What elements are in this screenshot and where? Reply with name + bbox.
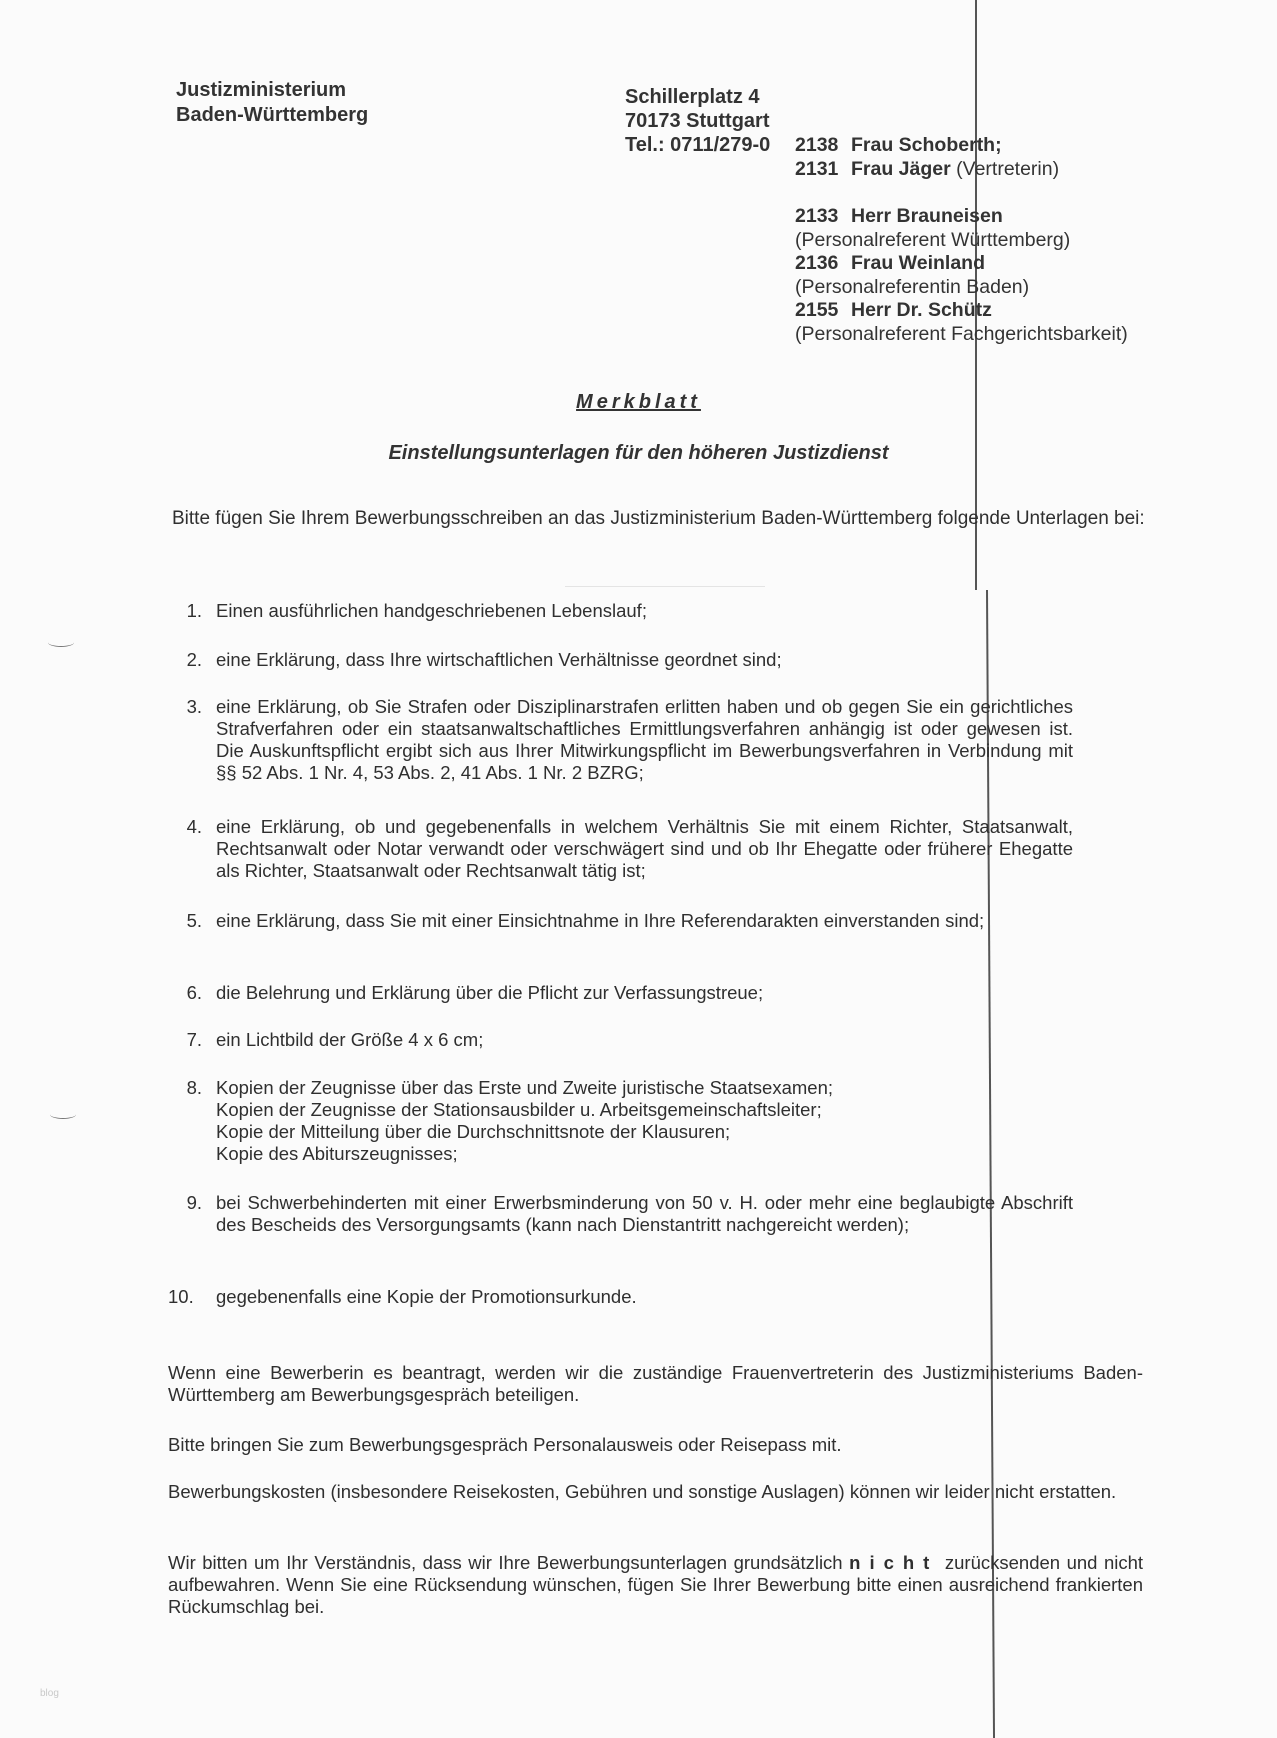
contact-row xyxy=(795,205,1128,229)
list-item-text: Einen ausführlichen handgeschriebenen Lebenslauf; xyxy=(216,600,647,621)
sender-block xyxy=(176,78,368,128)
list-item-text: Kopie des Abiturszeugnisses; xyxy=(216,1143,458,1164)
list-item-text: eine Erklärung, dass Ihre wirtschaftlichen Verhältnisse geordnet sind; xyxy=(216,649,782,670)
list-item-text: Kopien der Zeugnisse über das Erste und Zweite juristische Staatsexamen; xyxy=(216,1077,833,1098)
list-item-number: 7. xyxy=(186,1029,202,1050)
paragraph-ausweis: Bitte bringen Sie zum Bewerbungsgespräch Personalausweis oder Reisepass mit. xyxy=(168,1434,842,1455)
list-item-number: 4. xyxy=(186,816,202,837)
contact-list xyxy=(795,134,1128,346)
list-item-number: 8. xyxy=(186,1077,202,1098)
contact-extension: 2155 xyxy=(795,299,839,321)
list-item-text: ein Lichtbild der Größe 4 x 6 cm; xyxy=(216,1029,484,1050)
scan-streak xyxy=(565,586,765,587)
contact-name: Herr Brauneisen xyxy=(851,205,1003,227)
emphasis-nicht: nicht xyxy=(849,1552,939,1573)
contact-role: (Personalreferentin Baden) xyxy=(795,275,1030,298)
paragraph-frauenvertreterin: Wenn eine Bewerberin es beantragt, werden wir die zuständige Frauenvertreterin des Justizministeriums Baden-Württemberg am Bewerbungsgespräch beteiligen. xyxy=(168,1362,1143,1405)
document-subtitle: Einstellungsunterlagen für den höheren Justizdienst xyxy=(388,442,889,464)
list-item xyxy=(168,816,1073,882)
contact-extension: 2133 xyxy=(795,205,839,227)
list-item-text: eine Erklärung, dass Sie mit einer Einsichtnahme in Ihre Referendarakten einverstanden sind; xyxy=(216,910,985,931)
list-item-text: eine Erklärung, ob und gegebenenfalls in welchem Verhältnis Sie mit einem Richter, Staatsanwalt, Rechtsanwalt oder Notar verwandt oder verschwägert sind und ob Ihr Ehegatte oder früherer Ehegatte als Richter, Staatsanwalt oder Rechtsanwalt tätig ist; xyxy=(216,816,1073,881)
address-street: Schillerplatz 4 xyxy=(625,86,760,108)
address-phone: Tel.: 0711/279-0 xyxy=(625,134,771,156)
list-item xyxy=(168,600,1073,622)
list-item xyxy=(168,982,1073,1004)
contact-row xyxy=(795,158,1128,182)
list-item xyxy=(168,1192,1073,1236)
contact-row xyxy=(795,299,1128,323)
contact-role: (Vertreterin) xyxy=(956,157,1060,180)
list-item-number: 9. xyxy=(186,1192,202,1213)
sender-line-2: Baden-Württemberg xyxy=(176,104,369,126)
contact-row xyxy=(795,134,1128,158)
list-item-number: 3. xyxy=(186,696,202,717)
footer-mark: blog xyxy=(40,1688,59,1699)
contact-name: Herr Dr. Schütz xyxy=(851,299,992,321)
list-item-number: 6. xyxy=(186,982,202,1003)
paragraph-kosten: Bewerbungskosten (insbesondere Reisekosten, Gebühren und sonstige Auslagen) können wir leider nicht erstatten. xyxy=(168,1481,1117,1502)
contact-role: (Personalreferent Fachgerichtsbarkeit) xyxy=(795,322,1128,345)
paragraph-text: zurücksenden und nicht aufbewahren. Wenn Sie eine Rücksendung wünschen, fügen Sie Ihrer Bewerbung bitte einen ausreichend frankierten Rückumschlag bei. xyxy=(168,1552,1144,1617)
list-item-text: bei Schwerbehinderten mit einer Erwerbsminderung von 50 v. H. oder mehr eine beglaubigte Abschrift des Bescheids des Versorgungsamts (kann nach Dienstantritt nachgereicht werden); xyxy=(216,1192,1073,1235)
contact-role: (Personalreferent Württemberg) xyxy=(795,228,1071,251)
list-item-number: 10. xyxy=(168,1286,194,1307)
contact-extension: 2138 xyxy=(795,134,839,156)
contact-name: Frau Weinland xyxy=(851,252,985,274)
list-item-number: 1. xyxy=(186,600,202,621)
list-item-text: Kopie der Mitteilung über die Durchschnittsnote der Klausuren; xyxy=(216,1121,731,1142)
list-item xyxy=(168,910,1073,932)
list-item xyxy=(168,1286,1073,1308)
address-block xyxy=(625,85,770,157)
punch-mark xyxy=(48,638,74,647)
contact-row xyxy=(795,252,1128,276)
contact-name: Frau Schoberth; xyxy=(851,134,1002,156)
paragraph-ruecksendung xyxy=(168,1552,1143,1618)
list-item xyxy=(168,696,1073,784)
intro-paragraph: Bitte fügen Sie Ihrem Bewerbungsschreiben an das Justizministerium Baden-Württemberg folgende Unterlagen bei: xyxy=(172,508,1145,529)
list-item-text: die Belehrung und Erklärung über die Pflicht zur Verfassungstreue; xyxy=(216,982,764,1003)
list-item-text: eine Erklärung, ob Sie Strafen oder Disziplinarstrafen erlitten haben und ob gegen Sie ein gerichtliches Strafverfahren oder ein staatsanwaltschaftliches Ermittlungsverfahren anhängig ist oder gewesen ist. Die Auskunftspflicht ergibt sich aus Ihrer Mitwirkungspflicht im Bewerbungsverfahren in Verbindung mit §§ 52 Abs. 1 Nr. 4, 53 Abs. 2, 41 Abs. 1 Nr. 2 BZRG; xyxy=(216,696,1073,783)
list-item-text: Kopien der Zeugnisse der Stationsausbilder u. Arbeitsgemeinschaftsleiter; xyxy=(216,1099,822,1120)
address-city: 70173 Stuttgart xyxy=(625,110,770,132)
contact-name: Frau Jäger xyxy=(851,157,951,180)
list-item xyxy=(168,1077,1073,1165)
list-item-number: 5. xyxy=(186,910,202,931)
paragraph-text: Wir bitten um Ihr Verständnis, dass wir Ihre Bewerbungsunterlagen grundsätzlich xyxy=(168,1552,843,1573)
list-item xyxy=(168,649,1073,671)
list-item-number: 2. xyxy=(186,649,202,670)
contact-extension: 2136 xyxy=(795,252,839,274)
sender-line-1: Justizministerium xyxy=(176,79,347,101)
contact-extension: 2131 xyxy=(795,157,839,180)
punch-mark xyxy=(50,1110,76,1119)
list-item xyxy=(168,1029,1073,1051)
list-item-text: gegebenenfalls eine Kopie der Promotionsurkunde. xyxy=(216,1286,637,1307)
document-title: Merkblatt xyxy=(576,391,701,413)
